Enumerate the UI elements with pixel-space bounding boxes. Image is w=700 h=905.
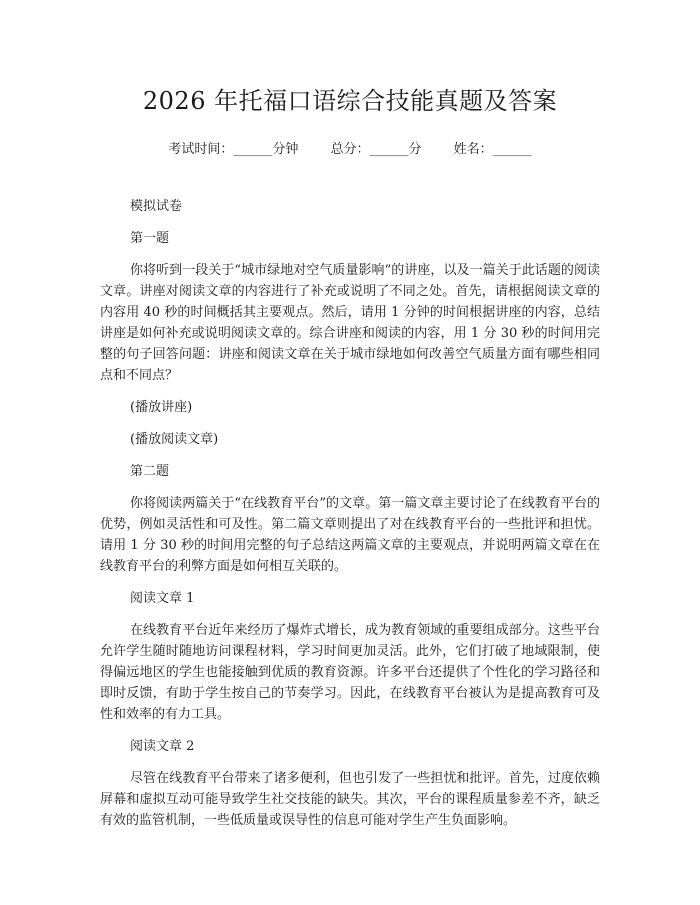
article-heading: 阅读文章 1 <box>130 591 195 606</box>
section-heading: 模拟试卷 <box>130 199 183 214</box>
document-body <box>100 196 600 831</box>
exam-info-line <box>100 140 600 160</box>
question-heading: 第二题 <box>130 464 170 479</box>
article-heading: 阅读文章 2 <box>130 739 195 754</box>
exam-time-field: 考试时间：______分钟 <box>168 142 299 157</box>
paragraph: 你将听到一段关于“城市绿地对空气质量影响”的讲座，以及一篇关于此话题的阅读文章。讲座对阅读文章的内容进行了补充或说明了不同之处。首先，请根据阅读文章的内容用 40 秒的时间概括其主要观点。然后，请用 1 分钟的时间根据讲座的内容，总结讲座是如何补充或说明阅读文章的。综合讲座和阅读的内容，用 1 分 30 秒的时间用完整的句子回答问题：讲座和阅读文章在关于城市绿地如何改善空气质量方面有哪些相同点和不同点？ <box>100 263 600 383</box>
document-title: 2026 年托福口语综合技能真题及答案 <box>142 87 558 115</box>
paragraph: 在线教育平台近年来经历了爆炸式增长，成为教育领域的重要组成部分。这些平台允许学生随时随地访问课程材料，学习时间更加灵活。此外，它们打破了地域限制，使得偏远地区的学生也能接触到优质的教育资源。许多平台还提供了个性化的学习路径和即时反馈，有助于学生按自己的节奏学习。因此，在线教育平台被认为是提高教育可及性和效率的有力工具。 <box>100 623 600 722</box>
paragraph: 尽管在线教育平台带来了诸多便利，但也引发了一些担忧和批评。首先，过度依赖屏幕和虚拟互动可能导致学生社交技能的缺失。其次，平台的课程质量参差不齐，缺乏有效的监管机制，一些低质量或误导性的信息可能对学生产生负面影响。 <box>100 771 600 828</box>
name-field: 姓名：______ <box>453 142 532 157</box>
stage-direction: (播放阅读文章) <box>130 432 219 447</box>
paragraph: 你将阅读两篇关于“在线教育平台”的文章。第一篇文章主要讨论了在线教育平台的优势，例如灵活性和可及性。第二篇文章则提出了对在线教育平台的一些批评和担忧。请用 1 分 30 秒的时间用完整的句子总结这两篇文章的主要观点，并说明两篇文章在在线教育平台的利弊方面是如何相互关联的。 <box>100 496 600 574</box>
question-heading: 第一题 <box>130 231 170 246</box>
total-score-field: 总分：______分 <box>330 142 422 157</box>
stage-direction: (播放讲座) <box>130 400 193 415</box>
